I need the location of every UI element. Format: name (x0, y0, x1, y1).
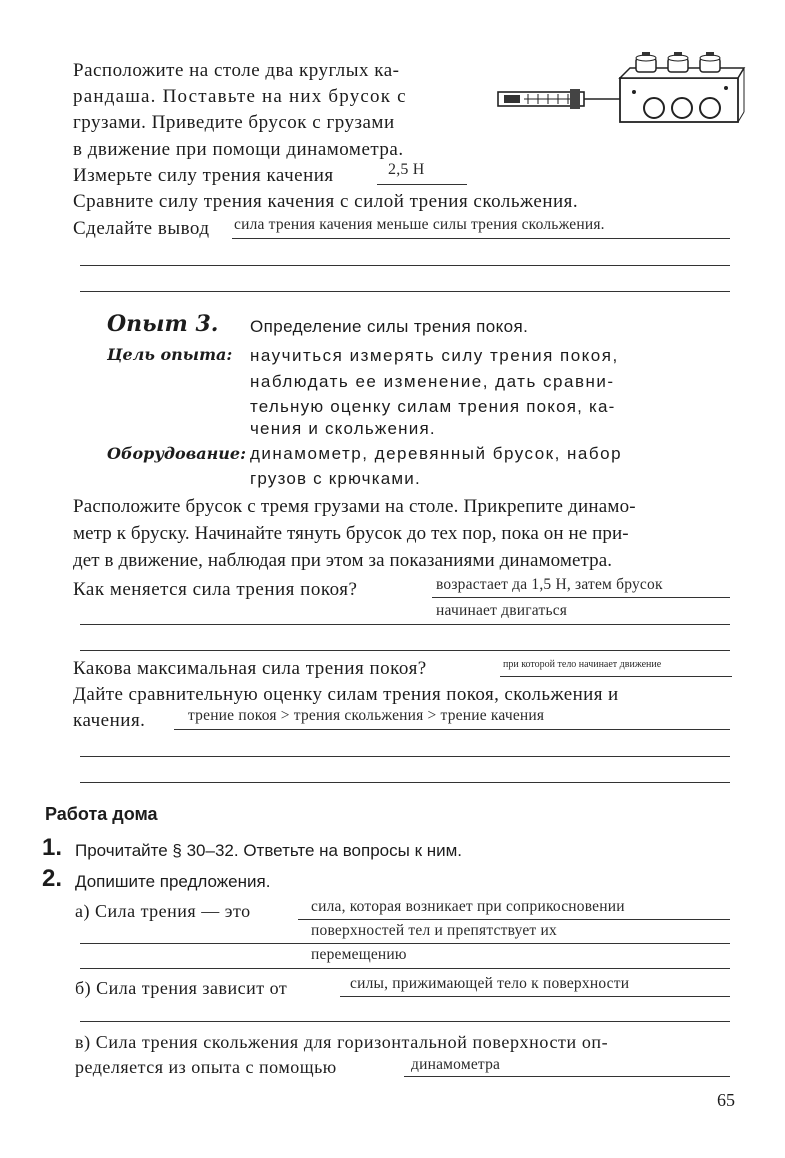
goal-line-2: наблюдать ее изменение, дать сравни- (250, 372, 615, 391)
answer-2-rule (500, 676, 732, 677)
item-a-label: а) Сила трения — это (75, 901, 251, 921)
homework-item-1-number: 1. (42, 834, 63, 861)
question-3-line-1: Дайте сравнительную оценку силам трения покоя, скольжения и (73, 684, 619, 705)
measure-answer: 2,5 Н (388, 161, 425, 178)
compare-line: Сравните силу трения качения с силой трения скольжения. (73, 191, 579, 212)
item-a-answer-line-3: перемещению (311, 946, 407, 963)
answer-3-rule (174, 729, 730, 730)
item-b-rule (340, 996, 730, 997)
item-b-answer: силы, прижимающей тело к поверхности (350, 975, 630, 992)
question-3-line-2: качения. (73, 710, 146, 731)
equipment-line-1: динамометр, деревянный брусок, набор (250, 444, 623, 463)
intro-line-1: Расположите на столе два круглых ка- (73, 60, 400, 81)
experiment-title-text: Определение силы трения покоя. (250, 317, 529, 336)
item-c-line-2: ределяется из опыта с помощью (75, 1057, 337, 1077)
homework-heading: Работа дома (45, 804, 158, 824)
blank-line (80, 1021, 730, 1022)
measure-label: Измерьте силу трения качения (73, 165, 334, 186)
blank-line (80, 782, 730, 783)
conclusion-answer-line (232, 238, 730, 239)
answer-1-rule (432, 597, 730, 598)
measure-answer-line (377, 184, 467, 185)
blank-line (80, 650, 730, 651)
homework-item-2-number: 2. (42, 865, 63, 892)
procedure-line-3: дет в движение, наблюдая при этом за показаниями динамометра. (73, 550, 613, 571)
goal-label: Цель опыта: (107, 345, 233, 364)
blank-line (80, 265, 730, 266)
item-c-answer: динамометра (411, 1056, 501, 1073)
intro-line-4: в движение при помощи динамометра. (73, 139, 404, 160)
homework-item-1-text: Прочитайте § 30–32. Ответьте на вопросы к ним. (75, 841, 463, 860)
conclusion-label: Сделайте вывод (73, 218, 210, 239)
procedure-line-1: Расположите брусок с тремя грузами на столе. Прикрепите динамо- (73, 496, 636, 517)
item-a-rule-2 (80, 943, 730, 944)
intro-line-3: грузами. Приведите брусок с грузами (73, 112, 395, 133)
equipment-label: Оборудование: (107, 444, 246, 463)
procedure-line-2: метр к бруску. Начинайте тянуть брусок до тех пор, пока он не при- (73, 523, 629, 544)
item-b-label: б) Сила трения зависит от (75, 978, 288, 998)
item-a-rule-1 (298, 919, 730, 920)
conclusion-answer: сила трения качения меньше силы трения скольжения. (234, 216, 605, 233)
goal-line-4: чения и скольжения. (250, 419, 436, 438)
item-c-rule (404, 1076, 730, 1077)
blank-line (80, 624, 730, 625)
question-2: Какова максимальная сила трения покоя? (73, 658, 427, 679)
blank-line (80, 756, 730, 757)
item-a-rule-3 (80, 968, 730, 969)
answer-1-line-2: начинает двигаться (436, 602, 568, 619)
answer-2: при которой тело начинает движение (503, 659, 662, 670)
answer-1-line-1: возрастает да 1,5 Н, затем брусок (436, 576, 663, 593)
goal-line-3: тельную оценку силам трения покоя, ка- (250, 397, 616, 416)
item-a-answer-line-1: сила, которая возникает при соприкосновении (311, 898, 625, 915)
equipment-line-2: грузов с крючками. (250, 469, 421, 488)
intro-line-2: рандаша. Поставьте на них брусок с (73, 86, 407, 107)
page-number: 65 (717, 1090, 735, 1110)
item-c-line-1: в) Сила трения скольжения для горизонтальной поверхности оп- (75, 1032, 609, 1052)
experiment-title-label: Опыт 3. (107, 311, 219, 337)
question-1: Как меняется сила трения покоя? (73, 579, 358, 600)
item-a-answer-line-2: поверхностей тел и препятствует их (311, 922, 557, 939)
answer-3: трение покоя > трения скольжения > трение качения (188, 707, 545, 724)
homework-item-2-text: Допишите предложения. (75, 872, 271, 891)
block-on-pencils-with-dynamometer-illustration (494, 52, 746, 130)
goal-line-1: научиться измерять силу трения покоя, (250, 346, 619, 365)
blank-line (80, 291, 730, 292)
